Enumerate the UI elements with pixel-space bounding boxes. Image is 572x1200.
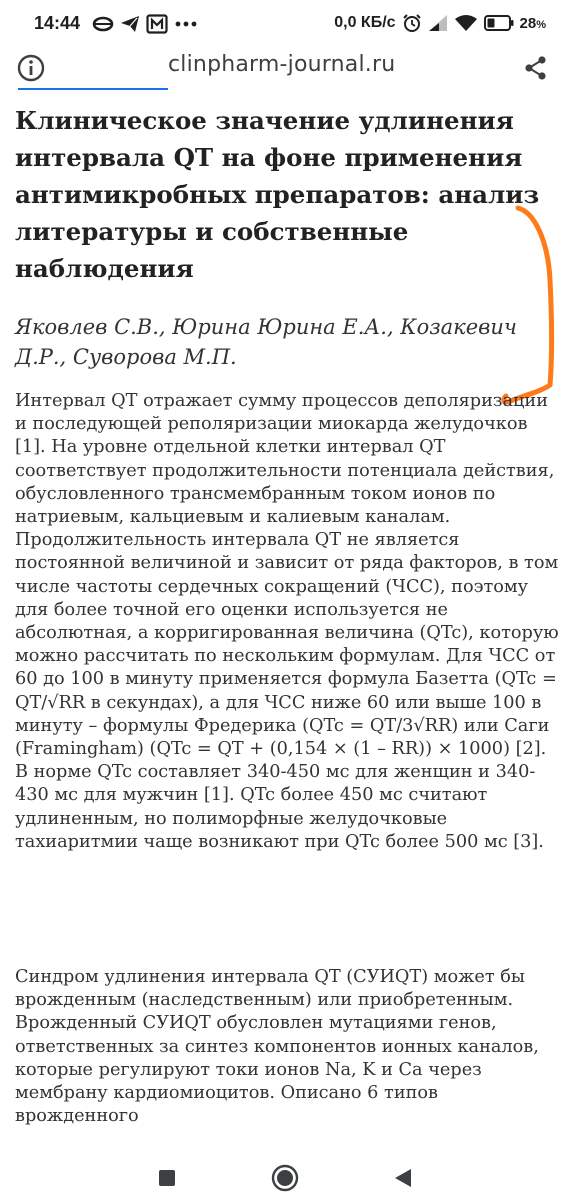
- alarm-icon: [402, 13, 422, 33]
- back-triangle-icon[interactable]: [388, 1164, 418, 1192]
- url-text[interactable]: clinpharm-journal.ru: [168, 52, 396, 77]
- wifi-icon: [454, 14, 478, 32]
- handwritten-annotation-mark: [490, 200, 560, 410]
- signal-icon: [428, 14, 448, 32]
- status-system-icons: [334, 12, 546, 34]
- battery-icon: [484, 15, 514, 31]
- article-title: Клиническое значение удлинения интервала QT на фоне применения антимикробных препаратов: анализ литературы и собственные наблюдения: [15, 106, 540, 283]
- paper-plane-icon: [120, 15, 140, 33]
- network-speed: 0,0 КБ/с: [334, 14, 396, 31]
- article-authors: Яковлев С.В., Юрина Юрина Е.А., Козакевич Д.Р., Суворова М.П.: [15, 315, 517, 369]
- info-icon[interactable]: [14, 51, 48, 85]
- recents-square-icon[interactable]: [152, 1164, 182, 1192]
- percent-sign: %: [536, 18, 546, 31]
- article-paragraph: Синдром удлинения интервала QT (СУИQT) может бы врожденным (наследственным) или приобретенным. Врожденный СУИQT обусловлен мутациями генов, ответственных за синтез компонентов ионных каналов, которые регулируют токи ионов Na, K и Ca через мембрану кардиомиоцитов. Описано 6 типов врожденного: [15, 967, 539, 1127]
- system-navigation-bar: [0, 1156, 572, 1200]
- telegram-like-icon: [92, 16, 114, 32]
- home-circle-icon[interactable]: [270, 1164, 300, 1192]
- status-time: 14:44: [34, 13, 81, 33]
- article-paragraph: Интервал QT отражает сумму процессов деполяризации и последующей реполяризации миокарда желудочков [1]. На уровне отдельной клетки интервал QT соответствует продолжительности потенциала действия, обусловленного трансмембранным током ионов по натриевым, кальциевым и калиевым каналам. Продолжительность интервала QT не является постоянной величиной и зависит от ряда факторов, в том числе частоты сердечных сокращений (ЧСС), поэтому для более точной его оценки используется не абсолютная, а корригированная величина (QTc), которую можно рассчитать по нескольким формулам. Для ЧСС от 60 до 100 в минуту применяется формула Базетта (QTc = QT/√RR в секундах), а для ЧСС ниже 60 или выше 100 в минуту – формулы Фредерика (QTc = QT/3√RR) или Саги (Framingham) (QTc = QT + (0,154 × (1 – RR)) × 1000) [2]. В норме QTc составляет 340-450 мс для женщин и 340-430 мс для мужчин [1]. QTc более 450 мс считают удлиненным, но полиморфные желудочковые тахиаритмии чаще возникают при QTc более 500 мс [3].: [15, 391, 559, 852]
- article-content[interactable]: [0, 90, 572, 1156]
- share-icon[interactable]: [520, 52, 552, 84]
- browser-url-bar[interactable]: [0, 46, 572, 90]
- more-dots-icon: [174, 20, 198, 28]
- battery-value: 28: [519, 14, 537, 32]
- battery-percentage: [520, 15, 546, 32]
- status-notification-icons: [92, 14, 198, 34]
- status-bar: [0, 0, 572, 46]
- media-app-icon: [146, 14, 168, 34]
